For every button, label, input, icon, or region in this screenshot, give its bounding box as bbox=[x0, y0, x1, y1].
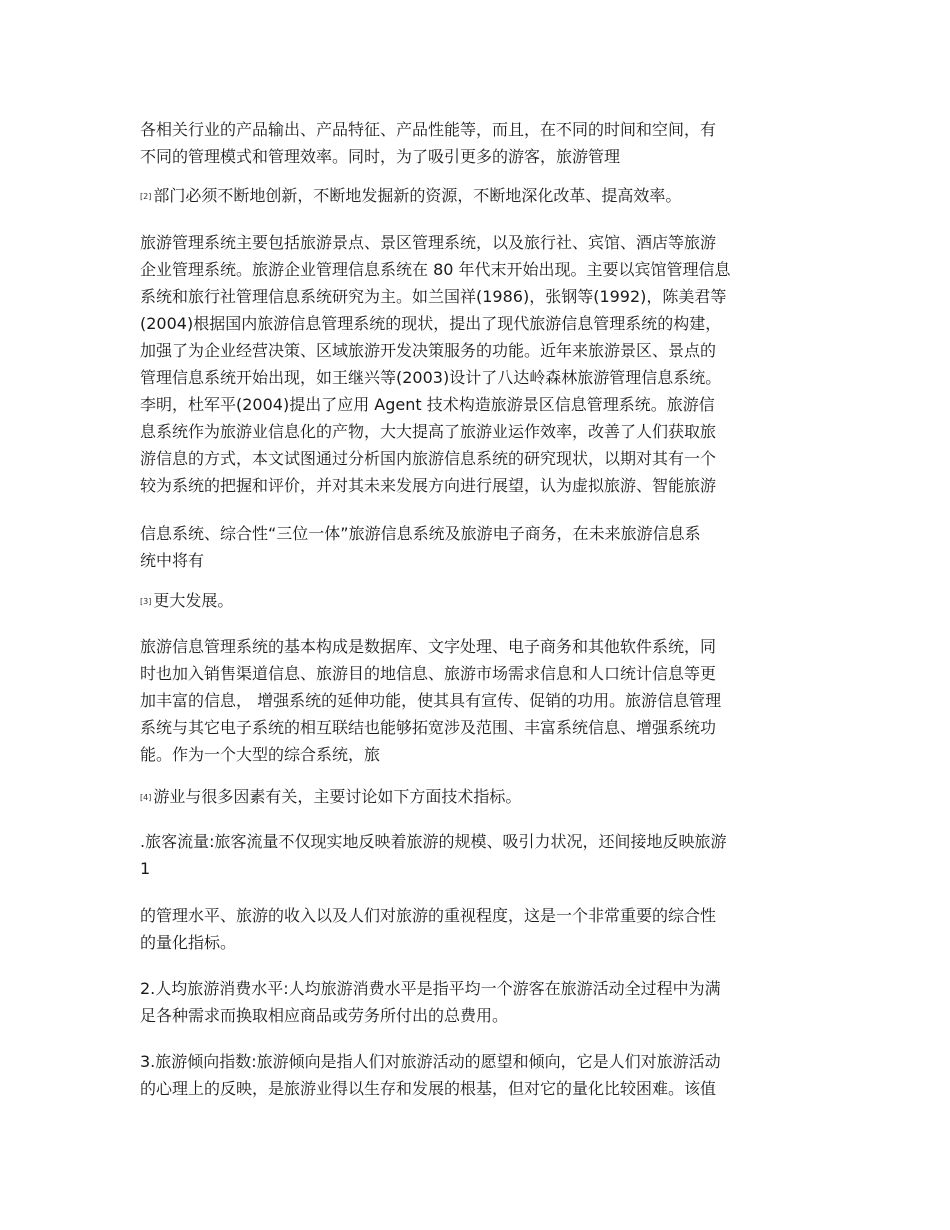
text-line: 统中将有 bbox=[140, 551, 205, 570]
paragraph-8 bbox=[140, 828, 815, 882]
paragraph-11 bbox=[140, 1048, 815, 1102]
paragraph-6 bbox=[140, 633, 815, 768]
text-line: 信息系统、综合性“三位一体”旅游信息系统及旅游电子商务，在未来旅游信息系 bbox=[140, 524, 701, 543]
text-line: 较为系统的把握和评价，并对其未来发展方向进行展望，认为虚拟旅游、智能旅游 bbox=[140, 476, 717, 495]
text-line: 1 bbox=[140, 859, 151, 878]
text-line: 2.人均旅游消费水平:人均旅游消费水平是指平均一个游客在旅游活动全过程中为满 bbox=[140, 979, 721, 998]
text-line: 3.旅游倾向指数:旅游倾向是指人们对旅游活动的愿望和倾向，它是人们对旅游活动 bbox=[140, 1052, 721, 1071]
text-line: 时也加入销售渠道信息、旅游目的地信息、旅游市场需求信息和人口统计信息等更 bbox=[140, 664, 717, 683]
citation-ref: [3] bbox=[140, 597, 152, 606]
line-text: 游业与很多因素有关，主要讨论如下方面技术指标。 bbox=[153, 787, 522, 806]
paragraph-1 bbox=[140, 116, 815, 170]
citation-ref: [4] bbox=[140, 793, 152, 802]
paragraph-7 bbox=[140, 783, 815, 811]
text-line: 的量化指标。 bbox=[140, 933, 237, 952]
paragraph-3 bbox=[140, 229, 815, 499]
paragraph-5 bbox=[140, 587, 815, 615]
text-line: 游信息的方式，本文试图通过分析国内旅游信息系统的研究现状，以期对其有一个 bbox=[140, 449, 717, 468]
paragraph-2 bbox=[140, 182, 815, 210]
text-line bbox=[140, 182, 815, 210]
text-line: 加丰富的信息， 增强系统的延伸功能，使其具有宣传、促销的功用。旅游信息管理 bbox=[140, 691, 722, 710]
text-line: 加强了为企业经营决策、区域旅游开发决策服务的功能。近年来旅游景区、景点的 bbox=[140, 341, 717, 360]
paragraph-10 bbox=[140, 975, 815, 1029]
text-line: 各相关行业的产品输出、产品特征、产品性能等，而且，在不同的时间和空间，有 bbox=[140, 120, 717, 139]
text-line: (2004)根据国内旅游信息管理系统的现状，提出了现代旅游信息管理系统的构建， bbox=[140, 314, 722, 333]
text-line: 旅游信息管理系统的基本构成是数据库、文字处理、电子商务和其他软件系统，同 bbox=[140, 637, 717, 656]
line-text: 部门必须不断地创新，不断地发掘新的资源，不断地深化改革、提高效率。 bbox=[153, 186, 682, 205]
text-line bbox=[140, 587, 815, 615]
text-line: 足各种需求而换取相应商品或劳务所付出的总费用。 bbox=[140, 1006, 509, 1025]
text-line: 不同的管理模式和管理效率。同时，为了吸引更多的游客，旅游管理 bbox=[140, 147, 621, 166]
citation-ref: [2] bbox=[140, 192, 152, 201]
text-line: .旅客流量:旅客流量不仅现实地反映着旅游的规模、吸引力状况，还间接地反映旅游 bbox=[140, 832, 727, 851]
line-text: 更大发展。 bbox=[153, 591, 234, 610]
text-line bbox=[140, 783, 815, 811]
text-line: 的管理水平、旅游的收入以及人们对旅游的重视程度，这是一个非常重要的综合性 bbox=[140, 906, 717, 925]
text-line: 系统与其它电子系统的相互联结也能够拓宽涉及范围、丰富系统信息、增强系统功 bbox=[140, 718, 717, 737]
text-line: 旅游管理系统主要包括旅游景点、景区管理系统，以及旅行社、宾馆、酒店等旅游 bbox=[140, 233, 717, 252]
text-line: 李明，杜军平(2004)提出了应用 Agent 技术构造旅游景区信息管理系统。旅游信 bbox=[140, 395, 715, 414]
text-line: 的心理上的反映，是旅游业得以生存和发展的根基，但对它的量化比较困难。该值 bbox=[140, 1079, 717, 1098]
text-line: 企业管理系统。旅游企业管理信息系统在 80 年代末开始出现。主要以宾馆管理信息 bbox=[140, 260, 731, 279]
text-line: 管理信息系统开始出现，如王继兴等(2003)设计了八达岭森林旅游管理信息系统。 bbox=[140, 368, 722, 387]
text-line: 系统和旅行社管理信息系统研究为主。如兰国祥(1986)，张钢等(1992)，陈美君等 bbox=[140, 287, 727, 306]
paragraph-9 bbox=[140, 902, 815, 956]
paragraph-4 bbox=[140, 520, 815, 574]
text-line: 能。作为一个大型的综合系统，旅 bbox=[140, 745, 381, 764]
text-line: 息系统作为旅游业信息化的产物，大大提高了旅游业运作效率，改善了人们获取旅 bbox=[140, 422, 717, 441]
